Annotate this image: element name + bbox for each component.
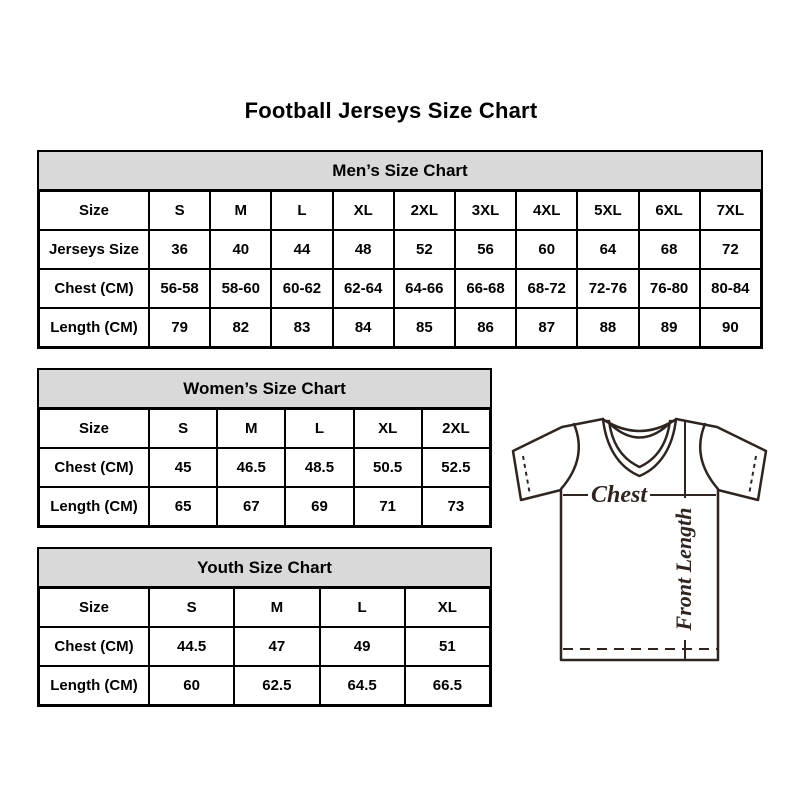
row-label-cell: Length (CM) [39,308,149,347]
size-value-cell: 62-64 [333,269,394,308]
page-title: Football Jerseys Size Chart [244,98,538,123]
size-value-cell: 36 [149,230,210,269]
size-value-cell: M [210,191,271,230]
size-value-cell: 60 [516,230,577,269]
size-value-cell: 66-68 [455,269,516,308]
youth-table-title: Youth Size Chart [39,549,490,588]
row-label-cell: Length (CM) [39,666,149,705]
size-value-cell: 5XL [577,191,638,230]
size-value-cell: 44.5 [149,627,234,666]
size-value-cell: 58-60 [210,269,271,308]
size-value-cell: 49 [320,627,405,666]
table-row [39,448,490,487]
size-value-cell: 87 [516,308,577,347]
row-label-cell: Chest (CM) [39,627,149,666]
size-value-cell: 51 [405,627,490,666]
size-value-cell: 83 [271,308,332,347]
size-value-cell: 40 [210,230,271,269]
size-value-cell: 65 [149,487,217,526]
youth-size-table [37,547,492,707]
size-value-cell: 2XL [422,409,490,448]
size-value-cell: 50.5 [354,448,422,487]
mens-size-table [37,150,763,349]
size-value-cell: 76-80 [639,269,700,308]
size-value-cell: 90 [700,308,761,347]
size-value-cell: 89 [639,308,700,347]
size-value-cell: 52.5 [422,448,490,487]
size-value-cell: S [149,191,210,230]
youth-table-grid [39,588,490,705]
left-sleeve-dashed-line [523,456,530,495]
size-value-cell: 64.5 [320,666,405,705]
size-value-cell: M [217,409,285,448]
size-value-cell: 68 [639,230,700,269]
row-label-cell: Length (CM) [39,487,149,526]
table-row [39,588,490,627]
row-label-cell: Size [39,191,149,230]
size-value-cell: 4XL [516,191,577,230]
table-row [39,230,761,269]
table-row [39,409,490,448]
womens-table-grid [39,409,490,526]
size-value-cell: 47 [234,627,319,666]
table-row [39,191,761,230]
size-value-cell: S [149,588,234,627]
size-value-cell: 56 [455,230,516,269]
size-value-cell: 46.5 [217,448,285,487]
front-length-label: Front Length [671,507,696,631]
size-value-cell: 66.5 [405,666,490,705]
table-row [39,666,490,705]
right-sleeve-seam [700,424,718,489]
mens-table-grid [39,191,761,347]
size-value-cell: XL [405,588,490,627]
womens-table-title: Women’s Size Chart [39,370,490,409]
size-value-cell: XL [354,409,422,448]
size-value-cell: 64 [577,230,638,269]
collar-band-arc-2 [607,421,672,438]
size-value-cell: 72 [700,230,761,269]
size-value-cell: 6XL [639,191,700,230]
size-value-cell: 3XL [455,191,516,230]
womens-size-table [37,368,492,528]
size-value-cell: 56-58 [149,269,210,308]
size-value-cell: 88 [577,308,638,347]
size-value-cell: 71 [354,487,422,526]
row-label-cell: Size [39,588,149,627]
size-value-cell: 80-84 [700,269,761,308]
size-value-cell: 85 [394,308,455,347]
size-value-cell: M [234,588,319,627]
size-value-cell: L [271,191,332,230]
size-value-cell: 82 [210,308,271,347]
table-row [39,487,490,526]
size-value-cell: 7XL [700,191,761,230]
table-row [39,627,490,666]
row-label-cell: Chest (CM) [39,448,149,487]
size-value-cell: 67 [217,487,285,526]
jersey-outline [513,419,766,660]
size-value-cell: L [320,588,405,627]
size-value-cell: 44 [271,230,332,269]
size-value-cell: 72-76 [577,269,638,308]
size-value-cell: 48.5 [285,448,353,487]
table-row [39,308,761,347]
size-value-cell: 60 [149,666,234,705]
jersey-measurement-diagram [500,388,780,690]
size-value-cell: 68-72 [516,269,577,308]
right-sleeve-dashed-line [749,456,756,495]
size-value-cell: 45 [149,448,217,487]
size-value-cell: 86 [455,308,516,347]
row-label-cell: Chest (CM) [39,269,149,308]
jersey-diagram-svg [500,388,780,690]
chest-label: Chest [590,482,648,508]
size-value-cell: 48 [333,230,394,269]
left-sleeve-seam [561,424,579,489]
mens-table-title: Men’s Size Chart [39,152,761,191]
size-value-cell: 84 [333,308,394,347]
size-value-cell: 73 [422,487,490,526]
row-label-cell: Size [39,409,149,448]
size-value-cell: 64-66 [394,269,455,308]
size-value-cell: 69 [285,487,353,526]
size-value-cell: 2XL [394,191,455,230]
size-value-cell: 60-62 [271,269,332,308]
row-label-cell: Jerseys Size [39,230,149,269]
table-row [39,269,761,308]
size-value-cell: 52 [394,230,455,269]
size-value-cell: L [285,409,353,448]
size-value-cell: S [149,409,217,448]
size-value-cell: 79 [149,308,210,347]
size-value-cell: 62.5 [234,666,319,705]
size-value-cell: XL [333,191,394,230]
